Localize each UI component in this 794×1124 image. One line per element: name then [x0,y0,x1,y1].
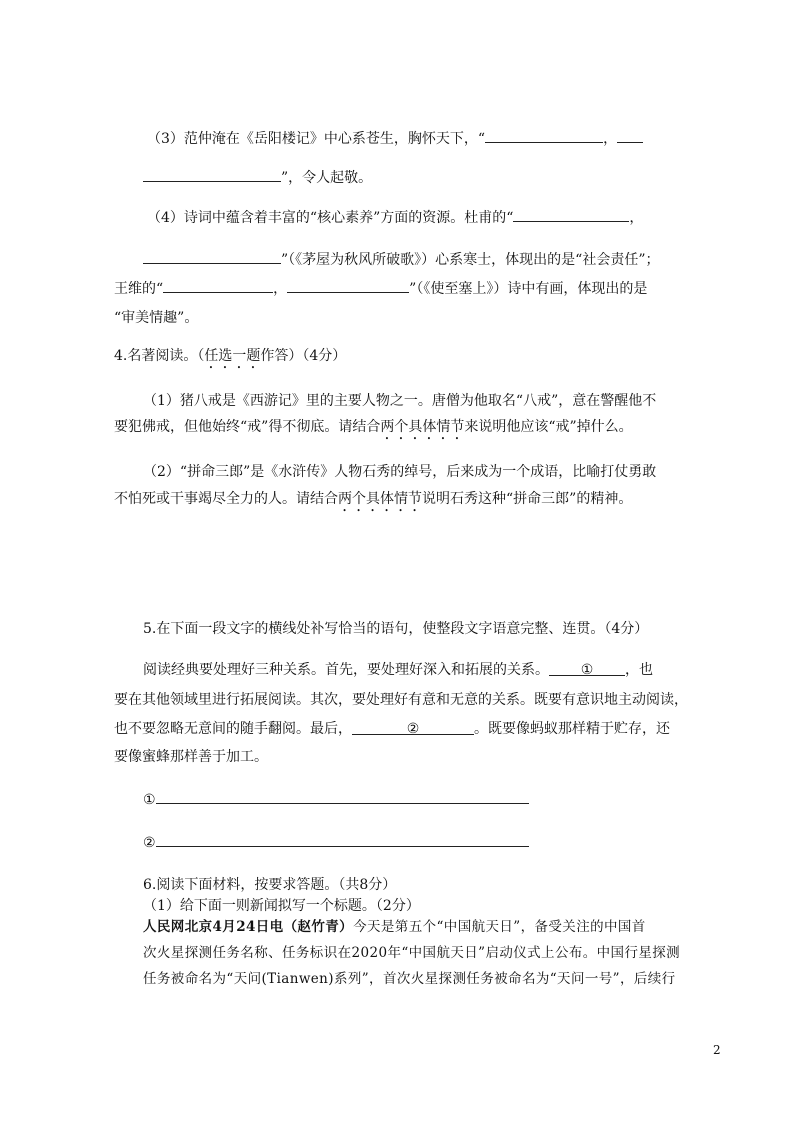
q4sub-text-c: ”（《茅屋为秋风所破歌》）心系寒士，体现出的是“社会责任”； [281,252,660,268]
q4-p1-line-2 [114,418,633,443]
q3-text-c: ”，令人起敬。 [281,170,373,186]
q6-news-text-3: 任务被命名为“天问(Tianwen)系列”，首次火星探测任务被命名为“天问一号”，后续行 [143,971,676,987]
q4sub-text-e: ， [273,281,288,297]
q5-answer-1-line[interactable] [156,789,529,804]
q6-news-dateline: 人民网北京4月24日电（赵竹青） [143,919,354,935]
q5-line-3 [114,720,670,738]
q5-title [143,620,648,638]
q3-text-a: （3）范仲淹在《岳阳楼记》中心系苍生，胸怀天下，“ [147,131,486,147]
q4-p2-text-2a: 不怕死或干事竭尽全力的人。请结合 [114,491,338,507]
q4-title-a: 4.名著阅读。（ [114,348,205,364]
q5-text-4: 要像蜜蜂那样善于加工。 [114,749,268,765]
q6-news-text-2: 次火星探测任务名称、任务标识在2020年“中国航天日”启动仪式上公布。中国行星探测 [143,945,681,961]
q3-blank-1[interactable] [485,128,603,143]
q5-line-4 [114,748,268,766]
q5-answer-2-label: ② [143,835,156,851]
page-number: 2 [713,1043,721,1057]
q5-marker-2: ② [406,721,420,737]
q4sub-text-g: “审美情趣”。 [114,310,199,326]
q4sub-text-b: ， [629,210,644,226]
q5-text-1a: 阅读经典要处理好三种关系。首先，要处理好深入和拓展的关系。 [143,662,549,678]
q4sub-line-1 [147,207,643,227]
q4-title-emphasis: 任选一题 [204,348,261,364]
q3-line-2 [143,167,372,187]
q5-answer-1-label: ① [143,792,156,808]
q5-line-2 [114,691,688,709]
q4-p1-text-2a: 要犯佛戒，但他始终“戒”得不彻底。请结合 [114,419,381,435]
q4-title [114,347,346,372]
q4-p2-line-1 [143,463,656,481]
q6-sub-text: （1）给下面一则新闻拟写一个标题。（2分） [143,898,420,914]
q5-line-1 [143,661,653,679]
q5-text-3b: 。既要像蚂蚁那样精于贮存，还 [474,721,670,737]
q5-title-text: 5.在下面一段文字的横线处补写恰当的语句，使整段文字语意完整、连贯。（4分） [143,621,649,637]
q4-p1-emphasis: 两个具体情节 [380,419,465,435]
q6-news-line-1 [143,918,646,936]
q3-blank-2b[interactable] [143,167,281,182]
q5-text-3a: 也不要忽略无意间的随手翻阅。最后， [114,721,352,737]
q4sub-blank-4[interactable] [287,278,409,293]
q3-line-1 [147,128,643,148]
q4sub-blank-3[interactable] [163,278,273,293]
q4-p2-emphasis: 两个具体情节 [338,491,422,507]
q5-answer-2 [143,832,529,852]
q3-blank-2a[interactable] [617,128,643,143]
q4sub-text-d: 王维的“ [114,281,164,297]
q5-blank-2[interactable] [352,720,474,735]
q4sub-text-a: （4）诗词中蕴含着丰富的“核心素养”方面的资源。杜甫的“ [147,210,514,226]
q4sub-line-2 [143,249,659,269]
q4sub-line-4 [114,309,198,327]
q3-text-b: ， [603,131,618,147]
q4-p2-line-2 [114,490,632,515]
q6-news-line-3 [143,970,676,988]
q6-title [143,876,396,894]
q6-sub [143,897,420,915]
q4-p1-text-2b: 来说明他应该“戒”掉什么。 [464,419,633,435]
q6-news-line-2 [143,944,680,962]
q4-title-b: 作答）（4分） [260,348,347,364]
q4sub-text-f: ”（《使至塞上》）诗中有画，体现出的是 [409,281,648,297]
q6-news-text-1: 今天是第五个“中国航天日”，备受关注的中国首 [353,919,646,935]
q4sub-line-3 [114,278,647,298]
q4sub-blank-1[interactable] [513,207,629,222]
q4-p2-text-2b: 说明石秀这种“拼命三郎”的精神。 [422,491,633,507]
q4-p1-text-1: （1）猪八戒是《西游记》里的主要人物之一。唐僧为他取名“八戒”，意在警醒他不 [143,393,657,409]
q5-text-2: 要在其他领域里进行拓展阅读。其次，要处理好有意和无意的关系。既要有意识地主动阅读， [114,692,688,708]
q6-title-text: 6.阅读下面材料，按要求答题。（共8分） [143,877,397,893]
q5-answer-2-line[interactable] [156,832,529,847]
q4-p2-text-1: （2）“拼命三郎”是《水浒传》人物石秀的绰号，后来成为一个成语，比喻打仗勇敢 [143,464,657,480]
q4-p1-line-1 [143,392,656,410]
q4sub-blank-2[interactable] [143,249,281,264]
q5-text-1b: ，也 [625,662,653,678]
q5-marker-1: ① [580,662,594,678]
q5-blank-1[interactable] [549,661,625,676]
q5-answer-1 [143,789,529,809]
